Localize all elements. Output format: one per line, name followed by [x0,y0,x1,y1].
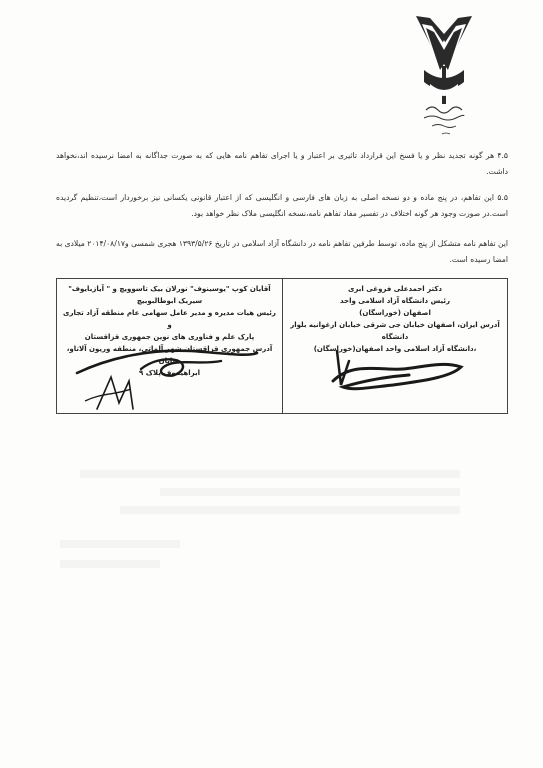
signatory-branch: اصفهان (خوراسگان) [359,309,431,317]
clause-5-5: ۵.۵ این تفاهم، در پنج ماده و دو نسخه اصلی به زبان های فارسی و انگلیسی که از اعتبار قانونی یکسانی نیز برخوردار است،تنظیم گردیده است.در صورت وجود هر گونه اختلاف در تفسیر مفاد تفاهم نامه،نسخه انگلیسی ملاک نظر خواهد بود. [56,193,508,218]
show-through-line [60,560,160,568]
signatory-name: دکتر احمدعلی فروغی ابری [347,285,443,293]
signature-icon [323,341,473,411]
show-through-line [160,488,460,496]
signatory-kazakhstan [57,279,282,413]
signatory-title: رئیس دانشگاه آزاد اسلامی واحد [339,297,450,305]
signature-table [56,278,508,414]
signatory-iau [282,279,507,413]
signatory-title: رئیس هیات مدیره و مدیر عامل سهامی عام منطقه آزاد تجاری و [63,309,276,329]
signatory-address-2: ابراهیموف پلاک ۹ [139,369,200,377]
show-through-line [120,506,460,514]
signatory-address-2: ،دانشگاه آزاد اسلامی واحد اصفهان(خوراسگان) [313,345,477,353]
signatory-name-2: سیریک ابوطالبوبیچ [136,297,203,305]
signatory-name: آقایان کوپ "یوسینوف" نورلان بیک تاسوویچ و " آیازبایوف" [68,285,271,293]
show-through-line [60,540,180,548]
signatory-title-2: پارک علم و فناوری های نوین جمهوری قزاقستان [84,333,255,341]
closing-statement: این تفاهم نامه متشکل از پنج ماده، توسط طرفین تفاهم نامه در دانشگاه آزاد اسلامی در تاریخ ۱۳۹۳/۵/۲۶ هجری شمسی و۲۰۱۴/۰۸/۱۷ میلادی به امضا رسیده است. [56,239,508,264]
show-through-line [80,470,460,478]
university-logo-icon [412,10,476,142]
signature-icon [71,343,261,415]
signatory-address: آدرس جمهوری قزاقستان شهر آلماتی، منطقه وریون آلاتاو، خیابان [66,345,273,365]
clause-4-5: ۴.۵ هر گونه تجدید نظر و یا فسخ این قرارداد تاثیری بر اعتبار و یا اجرای تفاهم نامه هایی که به صورت جداگانه به امضا نرسیده اند،نخواهد داشت. [56,151,508,176]
signatory-address: آدرس ایران، اصفهان خیابان جی شرقی خیابان ارغوانیه بلوار دانشگاه [290,321,500,341]
